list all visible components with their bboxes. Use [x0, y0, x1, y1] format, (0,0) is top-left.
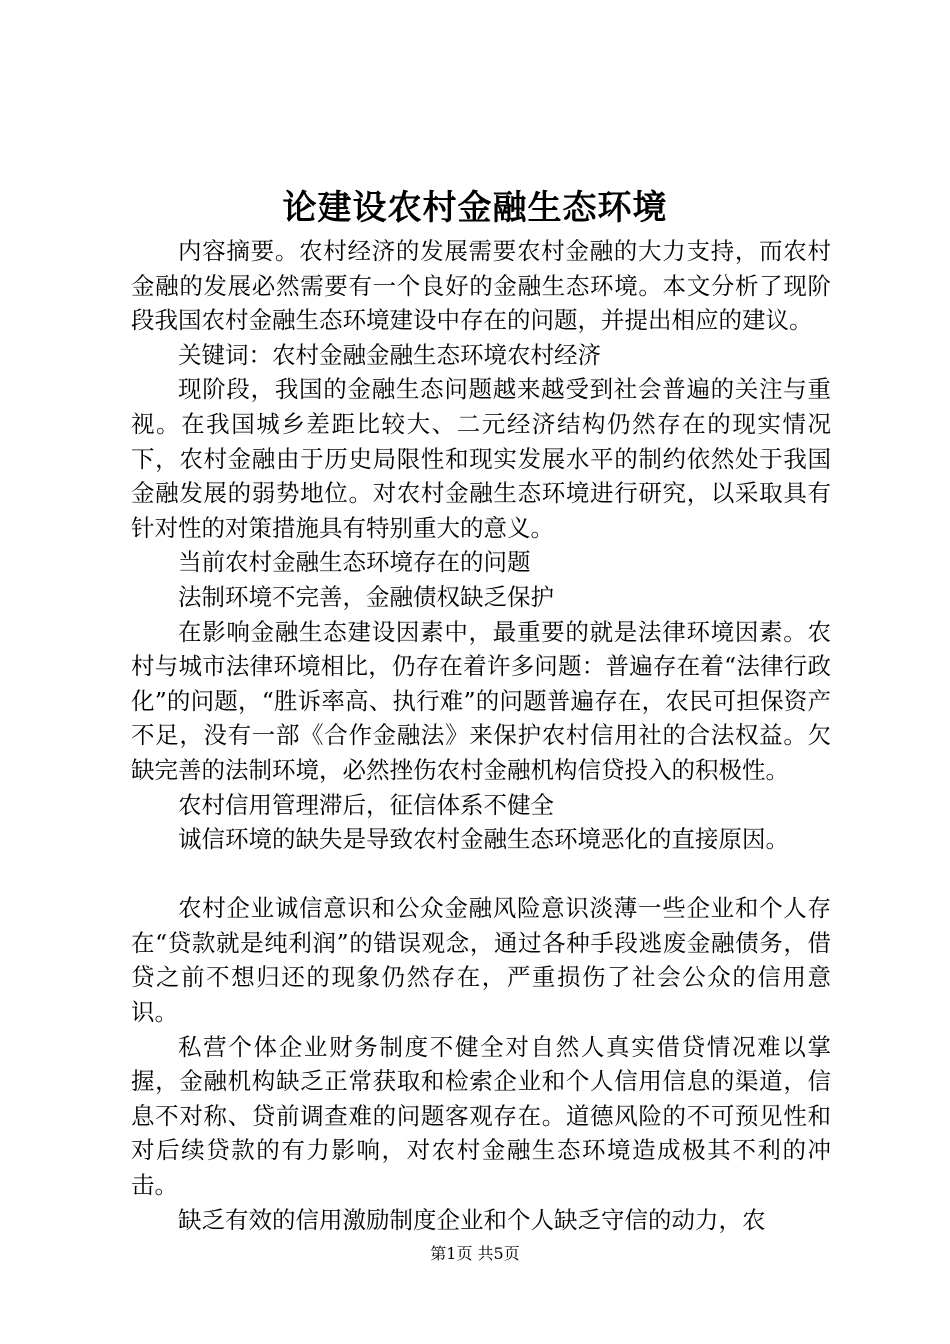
section-heading: 当前农村金融生态环境存在的问题: [178, 548, 531, 577]
blank-line: [131, 857, 831, 892]
body-paragraph: 诚信环境的缺失是导致农村金融生态环境恶化的直接原因。: [178, 825, 789, 854]
body-paragraph: 现阶段，我国的金融生态问题越来越受到社会普遍的关注与重视。在我国城乡差距比较大、二元经济结构仍然存在的现实情况下，农村金融由于历史局限性和现实发展水平的制约依然处于我国金融发展的弱势地位。对农村金融生态环境进行研究，以采取具有针对性的对策措施具有特别重大的意义。: [131, 375, 831, 542]
page-title: 论建设农村金融生态环境: [282, 188, 668, 228]
body-paragraph: 在影响金融生态建设因素中，最重要的就是法律环境因素。农村与城市法律环境相比，仍存在着许多问题：普遍存在着“法律行政化”的问题，“胜诉率高、执行难”的问题普遍存在，农民可担保资产不足，没有一部《合作金融法》来保护农村信用社的合法权益。欠缺完善的法制环境，必然挫伤农村金融机构信贷投入的积极性。: [131, 617, 831, 784]
body-paragraph: 农村企业诚信意识和公众金融风险意识淡薄一些企业和个人存在“贷款就是纯利润”的错误观念，通过各种手段逃废金融债务，借贷之前不想归还的现象仍然存在，严重损伤了社会公众的信用意识。: [131, 894, 831, 1027]
body-paragraph: 缺乏有效的信用激励制度企业和个人缺乏守信的动力，农: [178, 1205, 766, 1234]
abstract-paragraph: 内容摘要。农村经济的发展需要农村金融的大力支持，而农村金融的发展必然需要有一个良好的金融生态环境。本文分析了现阶段我国农村金融生态环境建设中存在的问题，并提出相应的建议。: [131, 237, 831, 335]
subsection-heading: 法制环境不完善，金融债权缺乏保护: [178, 582, 554, 611]
keywords-paragraph: 关键词：农村金融金融生态环境农村经济: [178, 340, 601, 369]
subsection-heading: 农村信用管理滞后，征信体系不健全: [178, 790, 554, 819]
body-paragraph: 私营个体企业财务制度不健全对自然人真实借贷情况难以掌握，金融机构缺乏正常获取和检索企业和个人信用信息的渠道，信息不对称、贷前调查难的问题客观存在。道德风险的不可预见性和对后续贷款的有力影响，对农村金融生态环境造成极其不利的冲击。: [131, 1032, 831, 1200]
page-footer: 第1页 共5页: [430, 1244, 520, 1263]
document-body: [131, 234, 831, 1237]
